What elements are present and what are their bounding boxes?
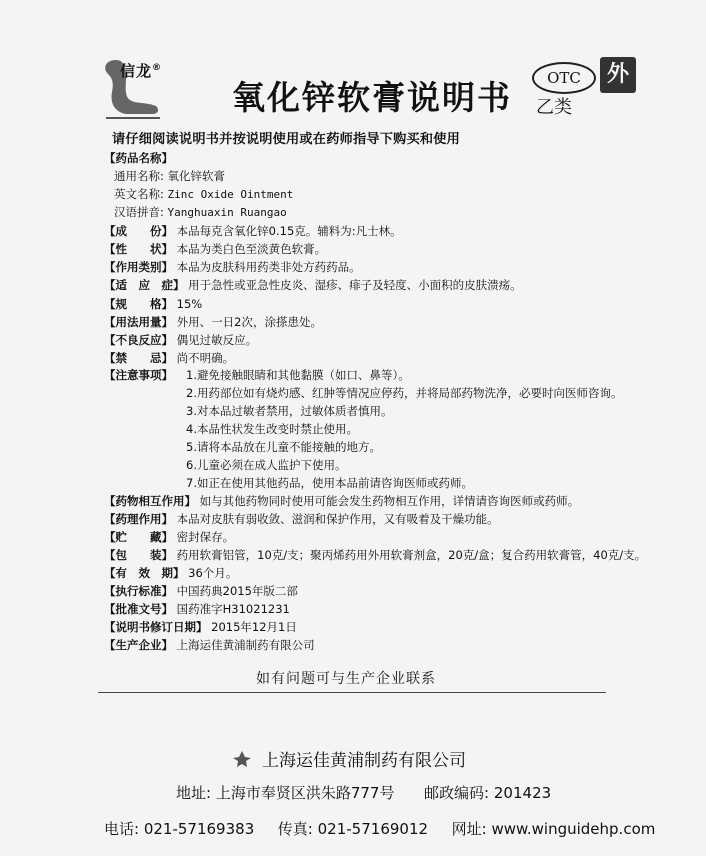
revision-value: 2015年12月1日: [211, 620, 297, 634]
appearance-value: 本品为类白色至淡黄色软膏。: [176, 242, 327, 256]
appearance-row: [104, 240, 326, 258]
category-row: [104, 258, 361, 276]
storage-row: [104, 528, 234, 546]
address-label: 地址:: [176, 784, 212, 802]
address-value: 上海市奉贤区洪朱路777号: [215, 784, 395, 802]
generic-name-value: 氧化锌软膏: [167, 169, 226, 183]
phone-value: 021-57169383: [143, 820, 255, 838]
usage-label: 【用法用量】: [104, 315, 173, 329]
english-name-label: 英文名称:: [114, 187, 164, 201]
approval-value: 国药准字H31021231: [176, 602, 290, 616]
fax-label: 传真:: [277, 820, 313, 838]
external-use-mark: 外: [606, 62, 629, 87]
adverse-row: [104, 331, 257, 349]
brand-registered-mark: ®: [152, 63, 163, 73]
revision-row: [104, 618, 297, 636]
ingredients-value: 本品每克含氧化锌0.15克。辅料为:凡士林。: [176, 224, 402, 238]
company-name: 上海运佳黄浦制药有限公司: [262, 751, 466, 771]
pinyin-row: [104, 203, 287, 221]
appearance-label: 【性 状】: [104, 242, 173, 256]
indications-label: 【适 应 症】: [104, 278, 185, 292]
category-label: 【作用类别】: [104, 260, 173, 274]
indications-value: 用于急性或亚急性皮炎、湿疹、痱子及轻度、小面积的皮肤溃疡。: [188, 278, 522, 292]
brand-name: [120, 60, 162, 81]
usage-row: [104, 313, 322, 331]
approval-label: 【批准文号】: [104, 602, 173, 616]
indications-row: [104, 276, 522, 294]
interaction-value: 如与其他药物同时使用可能会发生药物相互作用，详情请咨询医师或药师。: [199, 494, 580, 508]
postcode-label: 邮政编码:: [424, 784, 490, 802]
pinyin-label: 汉语拼音:: [114, 205, 164, 219]
pharmacology-row: [104, 510, 499, 528]
contraindications-row: [104, 349, 234, 367]
revision-label: 【说明书修订日期】: [104, 620, 208, 634]
validity-label: 【有 效 期】: [104, 566, 185, 580]
spec-value: 15%: [176, 297, 203, 311]
precaution-item: 2.用药部位如有烧灼感、红肿等情况应停药，并将局部药物洗净，必要时向医师咨询。: [186, 386, 623, 400]
package-value: 药用软膏铝管，10克/支；聚丙烯药用外用软膏剂盒，20克/盒；复合药用软膏管，40克/支。: [176, 548, 647, 562]
validity-row: [104, 564, 237, 582]
otc-class-label: 乙类: [536, 97, 572, 118]
contraindications-label: 【禁 忌】: [104, 351, 173, 365]
website-label: 网址:: [451, 820, 487, 838]
website-value: www.winguidehp.com: [491, 820, 656, 838]
company-logo-icon: [232, 750, 252, 768]
drug-name-label: 【药品名称】: [104, 151, 173, 165]
drug-name-heading: [104, 149, 173, 167]
validity-value: 36个月。: [188, 566, 238, 580]
precaution-item: 6.儿童必须在成人监护下使用。: [186, 458, 347, 472]
page-title: 氧化锌软膏说明书: [232, 78, 512, 117]
english-name-value: Zinc Oxide Ointment: [167, 188, 294, 201]
postcode-value: 201423: [493, 784, 552, 802]
address-line: [176, 782, 551, 803]
standard-label: 【执行标准】: [104, 584, 173, 598]
pharmacology-label: 【药理作用】: [104, 512, 173, 526]
pharmacology-value: 本品对皮肤有弱收敛、滋润和保护作用，又有吸着及干燥功能。: [176, 512, 499, 526]
spec-label: 【规 格】: [104, 297, 173, 311]
precautions-heading: [104, 366, 173, 384]
spec-row: [104, 295, 202, 313]
precautions-label: 【注意事项】: [104, 368, 173, 382]
otc-badge: OTC: [532, 62, 596, 94]
english-name-row: [104, 185, 293, 203]
pinyin-value: Yanghuaxin Ruangao: [167, 206, 287, 219]
package-row: [104, 546, 646, 564]
usage-warning-subtitle: 请仔细阅读说明书并按说明使用或在药师指导下购买和使用: [112, 132, 461, 147]
precaution-item: 3.对本品过敏者禁用，过敏体质者慎用。: [186, 404, 393, 418]
precaution-item: 7.如正在使用其他药品，使用本品前请咨询医师或药师。: [186, 476, 473, 490]
phone-label: 电话:: [104, 820, 140, 838]
precaution-item: 1.避免接触眼睛和其他黏膜（如口、鼻等）。: [186, 368, 410, 382]
brand-text: 信龙: [120, 62, 153, 80]
manufacturer-row: [104, 636, 315, 654]
manufacturer-value: 上海运佳黄浦制药有限公司: [176, 638, 315, 652]
contact-line: [104, 818, 655, 839]
adverse-value: 偶见过敏反应。: [176, 333, 258, 347]
precaution-item: 5.请将本品放在儿童不能接触的地方。: [186, 440, 381, 454]
generic-name-label: 通用名称:: [114, 169, 164, 183]
package-label: 【包 装】: [104, 548, 173, 562]
usage-value: 外用、一日2次，涂搽患处。: [176, 315, 322, 329]
ingredients-label: 【成 份】: [104, 224, 173, 238]
approval-row: [104, 600, 290, 618]
ingredients-row: [104, 222, 402, 240]
storage-value: 密封保存。: [176, 530, 235, 544]
contact-manufacturer-note: 如有问题可与生产企业联系: [256, 671, 436, 687]
standard-row: [104, 582, 298, 600]
precaution-item: 4.本品性状发生改变时禁止使用。: [186, 422, 358, 436]
adverse-label: 【不良反应】: [104, 333, 173, 347]
category-value: 本品为皮肤科用药类非处方药药品。: [176, 260, 361, 274]
contraindications-value: 尚不明确。: [176, 351, 235, 365]
generic-name-row: [104, 167, 225, 185]
interaction-row: [104, 492, 579, 510]
footer-divider: [98, 692, 606, 693]
fax-value: 021-57169012: [317, 820, 429, 838]
manufacturer-label: 【生产企业】: [104, 638, 173, 652]
interaction-label: 【药物相互作用】: [104, 494, 196, 508]
standard-value: 中国药典2015年版二部: [176, 584, 298, 598]
storage-label: 【贮 藏】: [104, 530, 173, 544]
